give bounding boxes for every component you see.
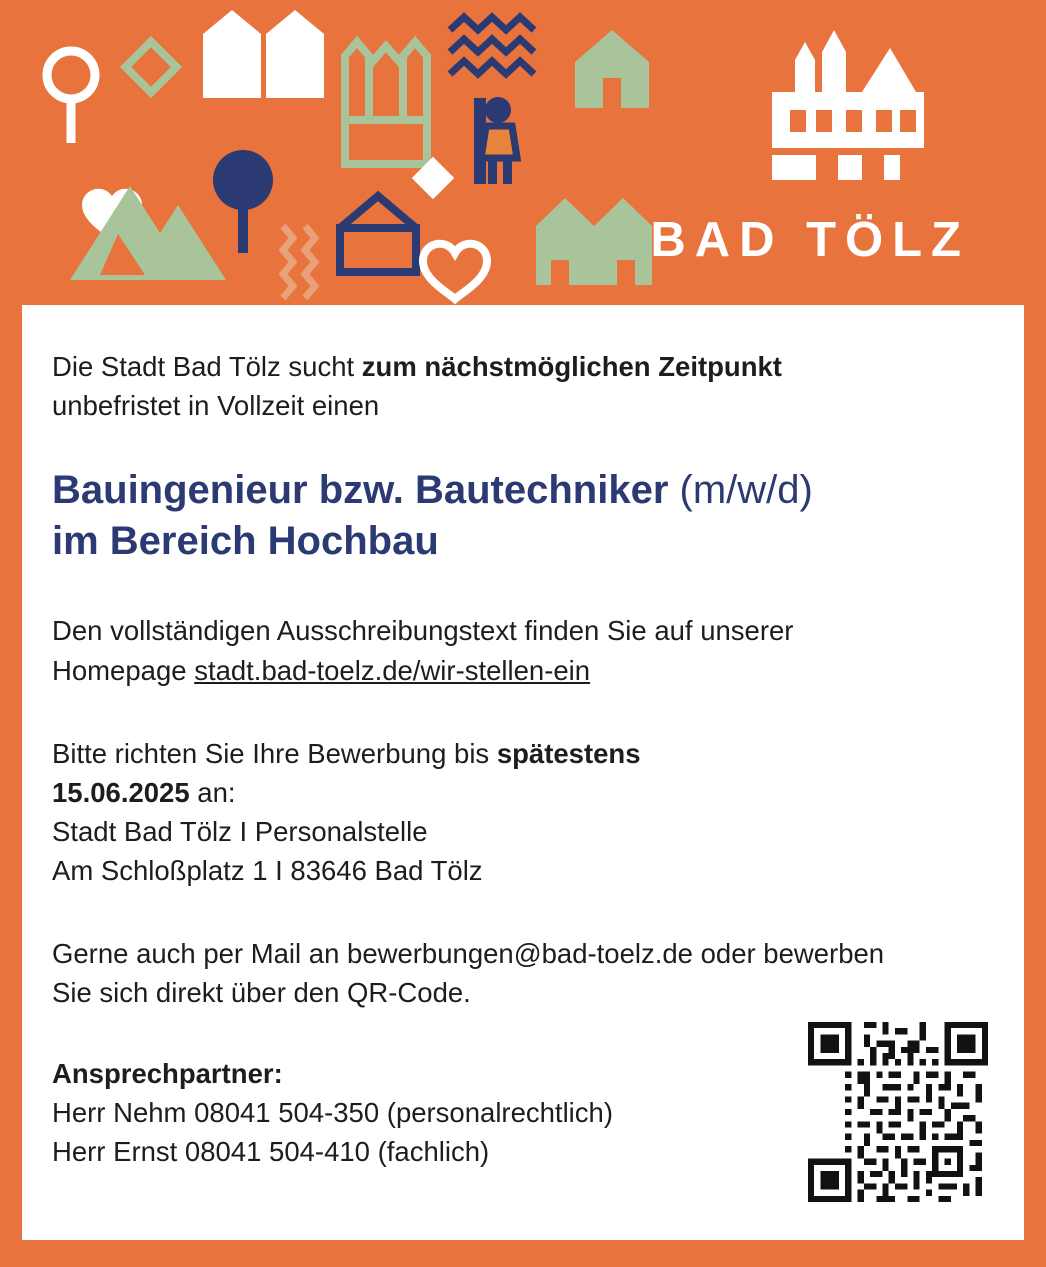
brand-wordmark: BAD TÖLZ (650, 213, 970, 267)
info-line1: Den vollständigen Ausschreibungstext finden Sie auf unserer (52, 615, 794, 647)
intro-line1-bold: zum nächstmöglichen Zeitpunkt (361, 351, 782, 382)
job-title-line2: im Bereich Hochbau (52, 519, 439, 564)
deadline-date: 15.06.2025 (52, 776, 190, 808)
info-text (52, 611, 978, 689)
contact-title: Ansprechpartner: (52, 1057, 283, 1089)
content-card (22, 305, 1024, 1240)
qr-code-icon (808, 1022, 988, 1202)
homepage-link[interactable]: stadt.bad-toelz.de/wir-stellen-ein (194, 654, 591, 686)
mail-suffix: oder bewerben (692, 937, 885, 969)
mail-text (52, 934, 978, 1012)
job-title-main: Bauingenieur bzw. Bautechniker (52, 468, 680, 513)
deadline-prefix: Bitte richten Sie Ihre Bewerbung bis (52, 737, 497, 769)
intro-line2: unbefristet in Vollzeit einen (52, 390, 380, 422)
address-line-1: Stadt Bad Tölz I Personalstelle (52, 815, 428, 847)
contact-line-2: Herr Ernst 08041 504-410 (fachlich) (52, 1135, 490, 1167)
email-address[interactable]: bewerbungen@bad-toelz.de (347, 937, 693, 969)
mail-prefix: Gerne auch per Mail an (52, 937, 348, 969)
intro-text (52, 347, 978, 425)
deadline-text (52, 734, 978, 890)
deadline-word: spätestens (496, 737, 641, 769)
address-line-2: Am Schloßplatz 1 I 83646 Bad Tölz (52, 854, 483, 886)
mail-line2: Sie sich direkt über den QR-Code. (52, 976, 471, 1008)
job-title (52, 465, 978, 567)
qr-code[interactable] (808, 1022, 988, 1202)
header-banner (0, 0, 1046, 305)
person-icon (474, 97, 517, 184)
intro-line1-a: Die Stadt Bad Tölz sucht (52, 351, 362, 382)
job-title-suffix: (m/w/d) (679, 468, 813, 513)
deadline-suffix: an: (189, 776, 236, 808)
contact-line-1: Herr Nehm 08041 504-350 (personalrechtlich) (52, 1096, 613, 1128)
info-line2-prefix: Homepage (52, 654, 195, 686)
